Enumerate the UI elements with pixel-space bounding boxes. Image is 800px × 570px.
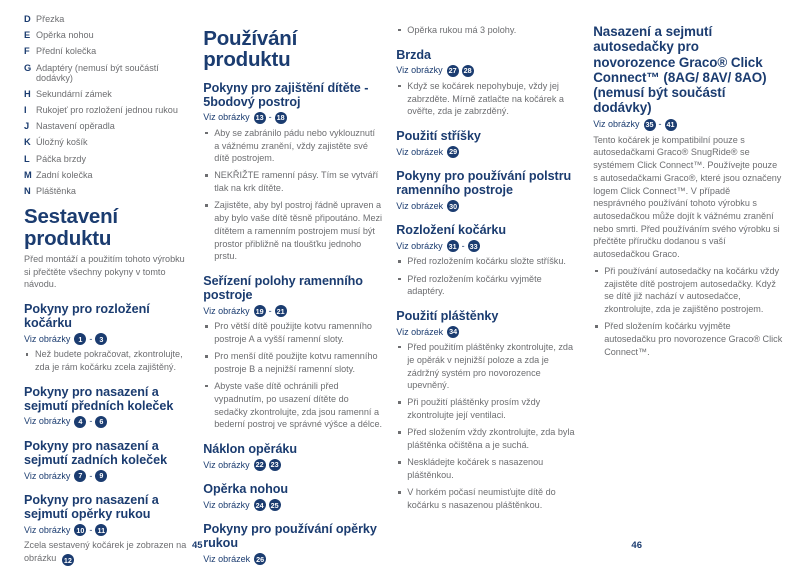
figref-label: Viz obrázky [24, 524, 71, 535]
range-dash: - [658, 119, 662, 130]
list-item: Před složením kočárku vyjměte autosedačku pro novorozence Graco® Click Connect™. [593, 320, 784, 358]
range-dash: - [268, 112, 272, 123]
bullet-list [203, 320, 382, 431]
figure-reference [203, 553, 382, 565]
list-item: Před rozložením kočárku složte stříšku. [396, 255, 579, 268]
list-item: Neskládejte kočárek s nasazenou pláštěnkou. [396, 456, 579, 481]
figure-badge: 18 [276, 113, 285, 123]
heading-armbar: Pokyny pro nasazení a sejmutí opěrky rukou [24, 492, 159, 522]
figure-reference [203, 305, 382, 317]
figure-reference [593, 119, 784, 131]
list-item [24, 30, 189, 40]
figure-badge: 41 [666, 120, 675, 130]
part-letter: N [24, 185, 31, 196]
bullet-list [203, 127, 382, 263]
figref-label: Viz obrázky [593, 119, 640, 130]
list-item: NEKŘIŽTE ramenní pásy. Tím se vytváří tlak na krk dítěte. [203, 169, 382, 194]
figure-badge: 30 [449, 201, 458, 211]
figure-reference [396, 200, 579, 212]
page-number-left: 45 [192, 540, 203, 551]
list-item [24, 121, 189, 131]
figure-reference [396, 326, 579, 338]
heading-recline: Náklon opěráku [203, 441, 298, 456]
part-letter: D [24, 14, 31, 24]
figref-label: Viz obrázek [396, 200, 444, 211]
figure-badge: 26 [256, 554, 265, 564]
part-label: Sekundární zámek [36, 88, 112, 99]
figref-label: Viz obrázky [203, 305, 250, 316]
figure-badge: 28 [463, 66, 472, 76]
figure-reference [203, 459, 382, 471]
figref-label: Viz obrázek [203, 553, 251, 564]
list-item: Opěrka rukou má 3 polohy. [396, 24, 579, 37]
figure-badge: 9 [95, 470, 107, 482]
range-dash: - [89, 333, 93, 344]
part-label: Úložný košík [36, 137, 88, 148]
list-item [24, 63, 189, 83]
column-1 [24, 14, 203, 570]
figref-label: Viz obrázky [203, 499, 250, 510]
list-item: Při použití pláštěnky prosím vždy zkontrolujte její ventilaci. [396, 396, 579, 421]
list-item: Abyste vaše dítě ochránili před vypadnutím, po usazení dítěte do sedačky zkontrolujte, zda jsou ramenní a bederní postroj ve správné výšce a délce. [203, 380, 382, 431]
part-label: Opěrka nohou [36, 30, 94, 41]
part-letter: I [24, 104, 27, 115]
list-item [24, 89, 189, 99]
heading-front-wheels: Pokyny pro nasazení a sejmutí předních koleček [24, 384, 174, 413]
part-letter: J [24, 121, 30, 132]
fully-assembled-note [24, 539, 189, 566]
part-letter: M [24, 169, 32, 180]
figure-badge: 29 [449, 147, 458, 157]
column-3 [396, 14, 593, 516]
part-label: Páčka brzdy [36, 153, 87, 164]
list-item [24, 154, 189, 164]
bullet-list [593, 265, 784, 359]
figure-badge: 33 [469, 241, 478, 251]
figure-badge: 12 [63, 555, 72, 565]
car-seat-compatibility-paragraph: Tento kočárek je kompatibilní pouze s autosedačkami Graco® SnugRide® se systémem Click Connect™. Používejte pouze s autosedačkami Graco®, které jsou označeny logem Click Connect™. V případě nesprávného používání tohoto výrobku s autosedačkou může dojít k vážnému zranění nebo smrti. Před používáním svého výrobku si přečtěte příručku dodanou s vaší autosedačkou Graco. [593, 134, 782, 260]
figref-label: Viz obrázky [24, 416, 71, 427]
list-item: Než budete pokračovat, zkontrolujte, zda je rám kočárku zcela zajištěný. [24, 348, 189, 373]
part-letter: G [24, 62, 32, 73]
heading-footrest: Opěrka nohou [203, 482, 288, 497]
bullet-list [24, 348, 189, 373]
list-item [24, 105, 189, 115]
figure-badge: 19 [255, 306, 264, 316]
list-item: Před složením vždy zkontrolujte, zda byla pláštěnka očištěna a je suchá. [396, 426, 579, 451]
figure-badge: 23 [270, 460, 279, 470]
list-item: V horkém počasí neumisťujte dítě do kočárku s nasazenou pláštěnkou. [396, 486, 579, 511]
list-item: Když se kočárek nepohybuje, vždy jej zabrzděte. Mírně zatlačte na kočárek a ověřte, zda je zabrzděný. [396, 80, 579, 118]
list-item: Před použitím pláštěnky zkontrolujte, zda je opěrák v nejnižší poloze a zda je zádržný systém pro novorozence upevněný. [396, 341, 579, 392]
section-heading-assembly: Sestavení produktu [24, 205, 118, 250]
list-item [24, 186, 189, 196]
figure-badge: 35 [645, 120, 654, 130]
figure-badge: 34 [449, 327, 458, 337]
figure-reference [203, 499, 382, 511]
figref-label: Viz obrázek [396, 146, 444, 157]
figure-badge: 6 [95, 416, 107, 428]
figure-reference [396, 146, 579, 158]
part-label: Rukojeť pro rozložení jednou rukou [36, 104, 178, 115]
part-letter: F [24, 46, 30, 57]
list-item [24, 170, 189, 180]
figure-badge: 4 [74, 416, 86, 428]
heading-armbar-usage: Pokyny pro používání opěrky rukou [203, 522, 377, 551]
figure-reference [396, 240, 579, 252]
heading-raincover: Použití pláštěnky [396, 309, 499, 323]
part-letter: K [24, 137, 31, 148]
part-letter: L [24, 153, 30, 164]
bullet-list [396, 24, 579, 37]
bullet-list [396, 80, 579, 118]
heading-unfold-stroller: Pokyny pro rozložení kočárku [24, 301, 150, 331]
page-number-right: 46 [631, 540, 642, 551]
heading-fold-stroller: Rozložení kočárku [396, 223, 506, 238]
figure-reference [396, 65, 579, 77]
figref-label: Viz obrázky [24, 333, 71, 344]
part-letter: E [24, 30, 31, 41]
figure-badge: 22 [255, 460, 264, 470]
range-dash: - [89, 416, 93, 427]
figure-badge: 10 [76, 525, 85, 535]
figure-reference [24, 470, 189, 482]
figure-badge: 3 [95, 333, 107, 345]
list-item: Zajistěte, aby byl postroj řádně upraven a aby bylo vaše dítě těsně připoutáno. Mezi dítětem a ramenním postrojem musí být prostor přibližně na tloušťku jednoho prstu. [203, 199, 382, 263]
assembly-intro-text: Před montáží a použitím tohoto výrobku si přečtěte všechny pokyny v tomto návodu. [24, 253, 185, 290]
heading-harness-pads: Pokyny pro používání polstru ramenního postroje [396, 169, 572, 198]
bullet-list [396, 255, 579, 298]
range-dash: - [89, 524, 93, 535]
fully-assembled-text: Zcela sestavený kočárek je zobrazen na obrázku [24, 540, 187, 563]
list-item [24, 14, 189, 24]
heading-infant-car-seat: Nasazení a sejmutí autosedačky pro novorozence Graco® Click Connect™ (8AG/ 8AV/ 8AO) (nemusí být součástí dodávky) [593, 24, 767, 116]
heading-harness-5point: Pokyny pro zajištění dítěte - 5bodový postroj [203, 80, 369, 109]
list-item: Aby se zabránilo pádu nebo vyklouznutí a vážnému zranění, vždy zajistěte své dítě postrojem. [203, 127, 382, 165]
figref-label: Viz obrázky [203, 112, 250, 123]
bullet-list [396, 341, 579, 512]
figure-badge: 11 [95, 524, 107, 536]
list-item [24, 137, 189, 147]
heading-canopy: Použití stříšky [396, 128, 481, 143]
figure-reference [203, 112, 382, 124]
section-heading-usage: Používání produktu [203, 27, 298, 72]
figure-reference [24, 524, 189, 536]
figref-label: Viz obrázky [203, 459, 250, 470]
figure-badge: 24 [255, 500, 264, 510]
figure-badge: 27 [448, 66, 457, 76]
column-4 [593, 14, 788, 363]
figref-label: Viz obrázky [24, 470, 71, 481]
figure-badge: 13 [255, 113, 264, 123]
figure-badge: 21 [276, 306, 285, 316]
column-2 [203, 14, 396, 568]
heading-rear-wheels: Pokyny pro nasazení a sejmutí zadních koleček [24, 438, 168, 467]
figref-label: Viz obrázky [396, 65, 443, 76]
list-item [24, 46, 189, 56]
heading-shoulder-harness-position: Seřízení polohy ramenního postroje [203, 274, 363, 303]
part-label: Zadní kolečka [36, 169, 93, 180]
part-label: Nastavení opěradla [36, 121, 115, 132]
figref-label: Viz obrázky [396, 240, 443, 251]
part-letter: H [24, 88, 31, 99]
figref-label: Viz obrázek [396, 326, 444, 337]
range-dash: - [89, 470, 93, 481]
range-dash: - [268, 305, 272, 316]
figure-badge: 31 [448, 241, 457, 251]
list-item: Před rozložením kočárku vyjměte adaptéry. [396, 273, 579, 298]
figure-badge: 25 [270, 500, 279, 510]
range-dash: - [461, 240, 465, 251]
figure-reference [24, 333, 189, 345]
figure-badge: 7 [74, 470, 86, 482]
part-label: Přední kolečka [36, 46, 97, 57]
heading-brake: Brzda [396, 47, 431, 62]
list-item: Pro větší dítě použijte kotvu ramenního postroje A a vyšší ramenní sloty. [203, 320, 382, 345]
list-item: Pro menší dítě použijte kotvu ramenního postroje B a nejnižší ramenní sloty. [203, 350, 382, 375]
part-label: Přezka [36, 14, 65, 24]
part-label: Pláštěnka [36, 185, 76, 196]
list-item: Při používání autosedačky na kočárku vždy zajistěte dítě postrojem autosedačky. Když se dítě již nachází v autosedačce, zkontrolujte, zda je zajištěno postrojem. [593, 265, 784, 316]
parts-legend-list [24, 14, 189, 196]
figure-badge: 1 [74, 333, 86, 345]
part-label: Adaptéry (nemusí být součástí dodávky) [36, 62, 159, 83]
figure-reference [24, 416, 189, 428]
